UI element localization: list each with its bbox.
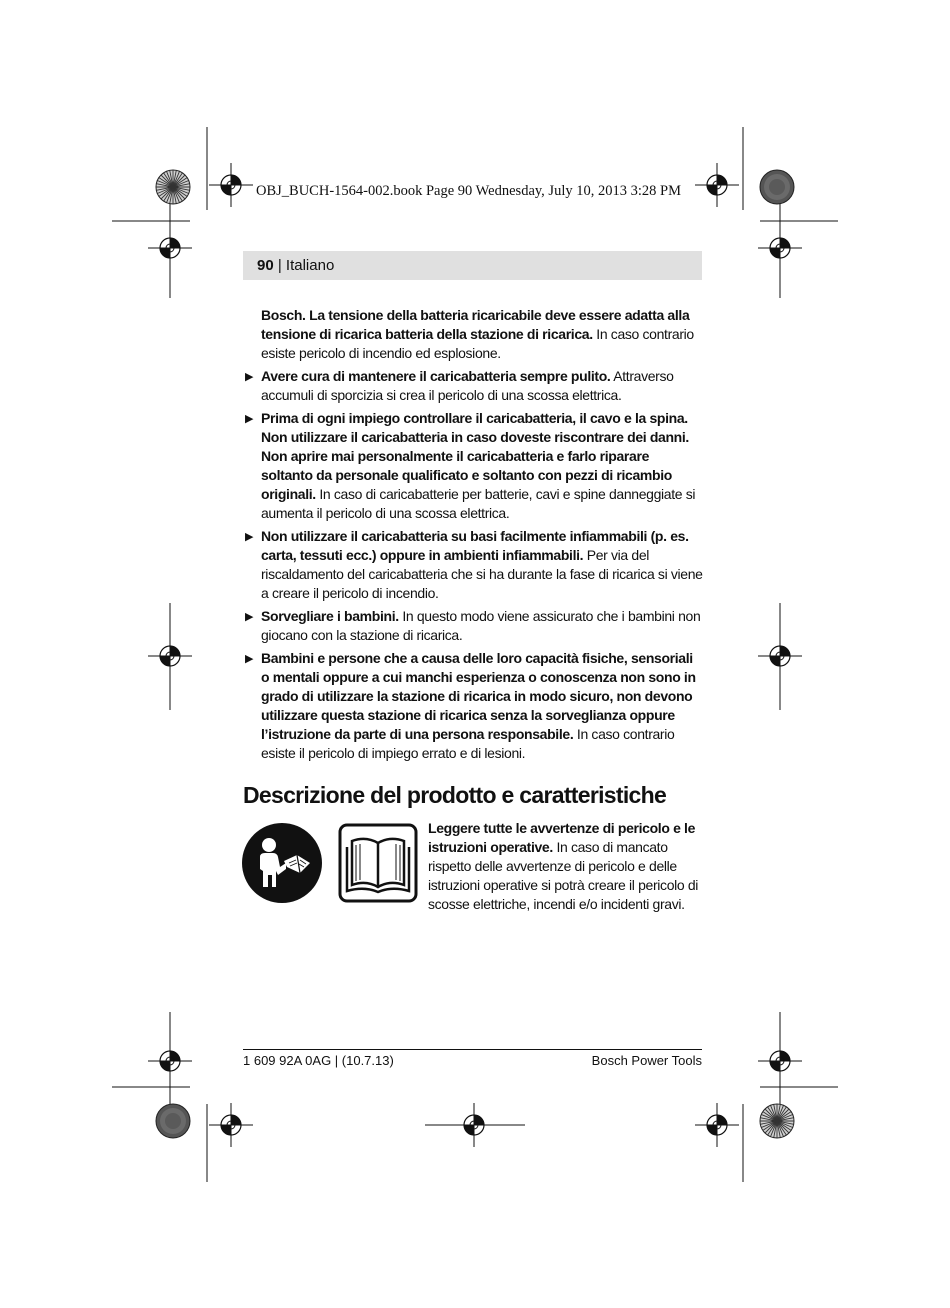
book-file-header: OBJ_BUCH-1564-002.book Page 90 Wednesday, July 10, 2013 3:28 PM bbox=[256, 183, 681, 199]
footer-brand: Bosch Power Tools bbox=[591, 1053, 702, 1068]
section-title: Descrizione del prodotto e caratteristiche bbox=[243, 782, 667, 808]
bullet-icon: ▶ bbox=[245, 653, 254, 665]
paragraph-text: In caso contrario esiste pericolo di incendio ed esplosione. bbox=[261, 326, 694, 361]
open-book-icon bbox=[338, 823, 418, 903]
bullet-icon: ▶ bbox=[245, 611, 254, 623]
header-separator: | bbox=[273, 257, 286, 274]
paragraph-bold: Non utilizzare il caricabatteria su basi facilmente infiammabili (p. es. carta, tessuti ecc.) oppure in ambienti infiammabili. bbox=[261, 528, 689, 563]
header-language: Italiano bbox=[285, 257, 335, 274]
paragraph-text: In questo modo viene assicurato che i bambini non giocano con la stazione di ricarica. bbox=[261, 608, 701, 643]
paragraph-bold: Avere cura di mantenere il caricabatteria sempre pulito. bbox=[261, 368, 611, 384]
bullet-paragraph bbox=[243, 367, 703, 405]
paragraph-bold: Bambini e persone che a causa delle loro capacità fisiche, sensoriali o mentali oppure a cui manchi esperienza o conoscenza non sono in grado di utilizzare la stazione di ricarica in modo sicuro, non devono utilizzare questa stazione di ricarica senza la sorveglianza oppure l’istruzione da parte di una persona responsabile. bbox=[261, 650, 696, 742]
bullet-paragraph bbox=[243, 649, 703, 763]
footer-rule bbox=[243, 1049, 702, 1050]
paragraph-bold: Bosch. La tensione della batteria ricaricabile deve essere adatta alla tensione di ricarica batteria della stazione di ricarica. bbox=[261, 307, 690, 342]
bullet-icon: ▶ bbox=[245, 413, 254, 425]
paragraph-bold: Prima di ogni impiego controllare il caricabatteria, il cavo e la spina. Non utilizzare il caricabatteria in caso doveste riscontrare dei danni. Non aprire mai personalmente il caricabatteria e farlo riparare soltanto da personale qualificato e soltanto con pezzi di ricambio originali. bbox=[261, 410, 689, 502]
bullet-paragraph bbox=[243, 607, 703, 645]
read-instructions-text bbox=[428, 819, 706, 914]
page-header bbox=[257, 257, 334, 274]
paragraph bbox=[243, 306, 703, 363]
safety-text bbox=[243, 306, 703, 767]
page-header-bar bbox=[243, 251, 702, 280]
paragraph-text: In caso contrario esiste il pericolo di impiego errato e di lesioni. bbox=[261, 726, 675, 761]
paragraph-text: In caso di caricabatterie per batterie, cavi e spine danneggiate si aumenta il pericolo di una scossa elettrica. bbox=[261, 486, 696, 521]
bullet-paragraph bbox=[243, 527, 703, 603]
bullet-icon: ▶ bbox=[245, 531, 254, 543]
warning-text: In caso di mancato rispetto delle avvertenze di pericolo e delle istruzioni operative si potrà creare il pericolo di scosse elettriche, incendi e/o incidenti gravi. bbox=[428, 839, 699, 912]
page-number: 90 bbox=[257, 257, 274, 274]
paragraph-text: Attraverso accumuli di sporcizia si crea il pericolo di una scossa elettrica. bbox=[261, 368, 674, 403]
paragraph-text: Per via del riscaldamento del caricabatteria che si ha durante la fase di ricarica si viene a creare il pericolo di incendio. bbox=[261, 547, 703, 601]
read-manual-person-icon bbox=[242, 823, 322, 903]
warning-bold: Leggere tutte le avvertenze di pericolo e le istruzioni operative. bbox=[428, 820, 696, 855]
footer-document-code: 1 609 92A 0AG | (10.7.13) bbox=[243, 1053, 394, 1068]
paragraph-bold: Sorvegliare i bambini. bbox=[261, 608, 399, 624]
bullet-paragraph bbox=[243, 409, 703, 523]
bullet-icon: ▶ bbox=[245, 371, 254, 383]
